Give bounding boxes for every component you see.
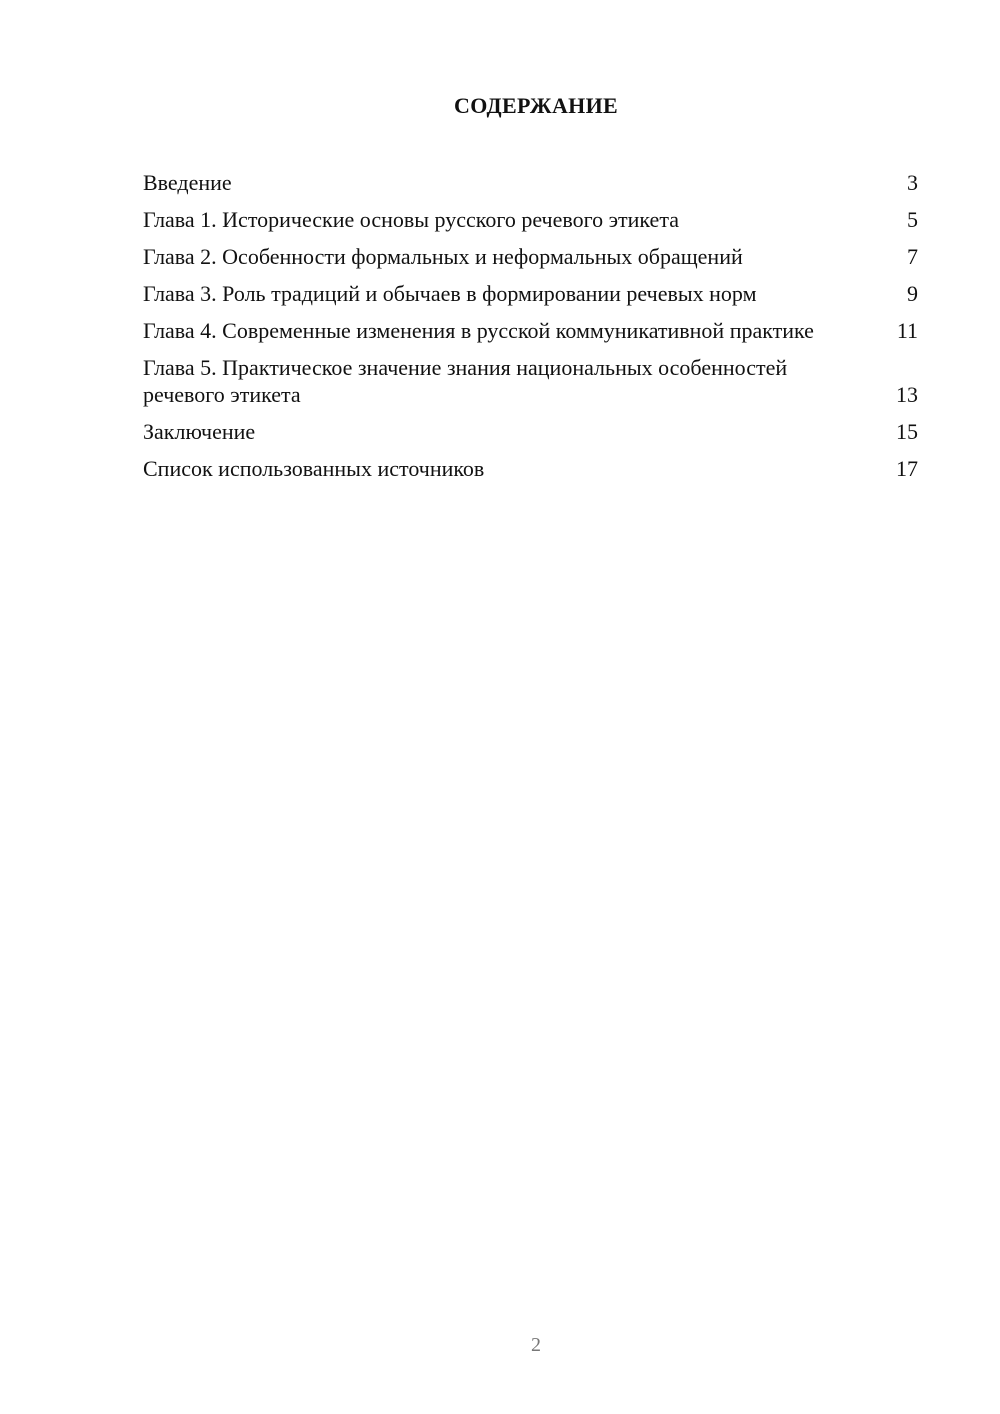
table-of-contents [143, 169, 918, 492]
page-number: 2 [531, 1334, 541, 1356]
toc-entry-page: 13 [896, 382, 918, 407]
toc-entry-title: Глава 5. Практическое значение знания национальных особенностей речевого этикета [143, 355, 788, 407]
toc-entry-title: Список использованных источников [143, 456, 485, 481]
toc-entry-chapter-5 [143, 354, 918, 408]
toc-entry-title: Введение [143, 170, 232, 195]
toc-entry-page: 11 [896, 318, 918, 343]
toc-entry-chapter-4 [143, 317, 918, 344]
toc-entry-chapter-2 [143, 243, 918, 270]
toc-entry-title: Глава 2. Особенности формальных и неформальных обращений [143, 244, 743, 269]
toc-entry-title: Заключение [143, 419, 256, 444]
toc-entry-chapter-3 [143, 280, 918, 307]
toc-entry-chapter-1 [143, 206, 918, 233]
toc-entry-introduction [143, 169, 918, 196]
toc-entry-page: 3 [907, 170, 918, 195]
toc-entry-page: 15 [896, 419, 918, 444]
toc-entry-page: 5 [907, 207, 918, 232]
toc-entry-page: 7 [907, 244, 918, 269]
toc-entry-title: Глава 1. Исторические основы русского речевого этикета [143, 207, 679, 232]
toc-entry-page: 9 [907, 281, 918, 306]
page-title: СОДЕРЖАНИЕ [454, 93, 618, 118]
toc-entry-conclusion [143, 418, 918, 445]
toc-entry-title: Глава 4. Современные изменения в русской коммуникативной практике [143, 318, 814, 343]
toc-entry-references [143, 455, 918, 482]
toc-entry-title: Глава 3. Роль традиций и обычаев в формировании речевых норм [143, 281, 757, 306]
toc-entry-page: 17 [896, 456, 918, 481]
